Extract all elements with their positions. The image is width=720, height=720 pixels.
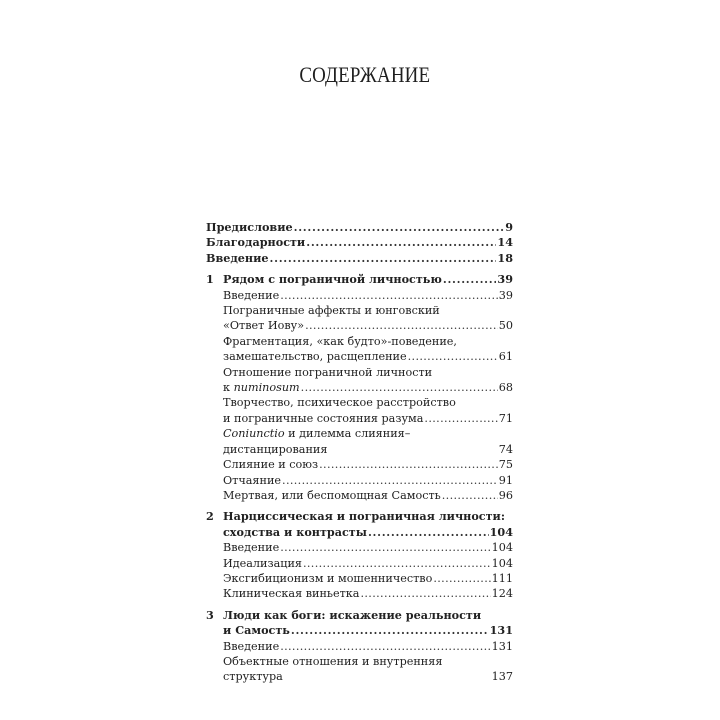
- chapter-number: 1: [206, 272, 214, 287]
- toc-entry[interactable]: Coniunctio и дилемма слияния–дистанцирования 74: [223, 427, 513, 456]
- chapter-number: 3: [206, 607, 214, 622]
- toc-entry[interactable]: Введение . . . 104: [223, 540, 513, 555]
- chapter-heading[interactable]: 3 Люди как боги: искажение реальности и Самость . . . 131: [206, 608, 513, 639]
- toc-entry-acknowledgements[interactable]: Благодарности . . . 14: [206, 235, 513, 250]
- toc-entry[interactable]: Введение . . . 131: [223, 639, 513, 654]
- page-title: СОДЕРЖАНИЕ: [299, 62, 431, 87]
- leader-dots: [270, 251, 497, 266]
- chapter-heading[interactable]: 1 Рядом с пограничной личностью . . . 39: [206, 272, 513, 287]
- chapter-1: [206, 272, 513, 503]
- toc-entry[interactable]: Творчество, психическое расстройство и пограничные состояния разума . . . 71: [223, 395, 513, 426]
- leader-dots: [294, 220, 505, 235]
- toc-entry[interactable]: Фрагментация, «как будто»-поведение, замешательство, расщепление . . . 61: [223, 334, 513, 365]
- toc-entry[interactable]: Пограничные аффекты и юнговский «Ответ Иову» . . . 50: [223, 303, 513, 334]
- toc-entry[interactable]: Идеализация . . . 104: [223, 556, 513, 571]
- toc-entry[interactable]: Объектные отношения и внутренняя структура 137: [223, 654, 513, 684]
- toc-entry-introduction[interactable]: Введение . . . 18: [206, 251, 513, 266]
- toc-entry[interactable]: Отчаяние . . . 91: [223, 473, 513, 488]
- leader-dots: [306, 235, 496, 250]
- table-of-contents: [206, 220, 513, 691]
- toc-entry[interactable]: Отношение пограничной личности к numinosum . . . 68: [223, 365, 513, 396]
- toc-entry-preface[interactable]: Предисловие . . . 9: [206, 220, 513, 235]
- toc-entry[interactable]: Введение . . . 39: [223, 288, 513, 303]
- chapter-3: [206, 608, 513, 685]
- chapter-2: [206, 509, 513, 601]
- toc-entry[interactable]: Клиническая виньетка . . . 124: [223, 586, 513, 601]
- chapter-heading[interactable]: 2 Нарциссическая и пограничная личности: сходства и контрасты . . . 104: [206, 509, 513, 540]
- toc-entry[interactable]: Слияние и союз . . . 75: [223, 457, 513, 472]
- chapter-number: 2: [206, 509, 214, 524]
- toc-entry[interactable]: Мертвая, или беспомощная Самость . . . 96: [223, 488, 513, 503]
- front-matter: [206, 220, 513, 266]
- toc-entry[interactable]: Эксгибиционизм и мошенничество . . . 111: [223, 571, 513, 586]
